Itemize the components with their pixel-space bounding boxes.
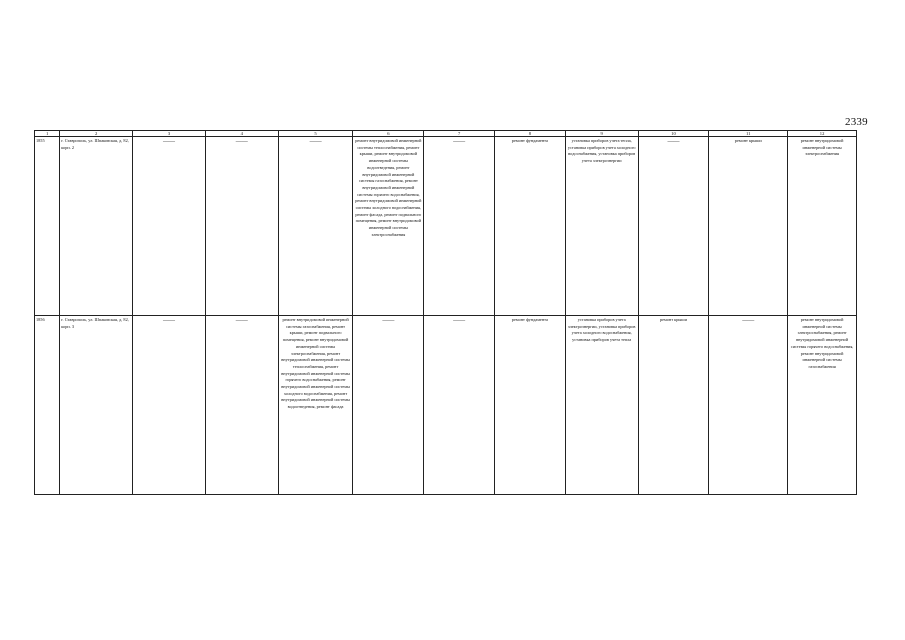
work-cell-6: ремонт внутридомовой инженерной системы теплоснабжения, ремонт крыши, ремонт внутридомовой инженерной системы водоотведения, ремонт внутридомовой инженерной системы газоснабжения, ремонт внутридомовой инженерной системы горячего водоснабжения, ремонт внутридомовой инженерной системы холодного водоснабжения, ремонт фасада, ремонт подвального помещения, ремонт внутридомовой инженерной системы электроснабжения	[353, 137, 424, 316]
work-cell-4	[205, 316, 278, 495]
empty-dash: ——	[382, 318, 395, 324]
column-header: 6	[353, 131, 424, 137]
work-cell-9: установка приборов учета электроэнергии, установка приборов учета холодного водоснабжения, установка приборов учета тепла	[565, 316, 638, 495]
address-cell: г. Ставрополь, ул. Шпаковская, д. 82, корп. 3	[60, 316, 133, 495]
table-row	[35, 316, 857, 495]
column-header: 10	[638, 131, 709, 137]
work-cell-11: ремонт крыши	[709, 137, 788, 316]
page-number: 2339	[845, 116, 868, 128]
empty-dash: ——	[235, 139, 248, 145]
work-cell-3	[133, 316, 206, 495]
work-cell-11	[709, 316, 788, 495]
column-header: 8	[495, 131, 566, 137]
empty-dash: ——	[453, 318, 466, 324]
column-header: 1	[35, 131, 60, 137]
column-header: 4	[205, 131, 278, 137]
work-cell-9: установка приборов учета тепла, установка приборов учета холодного водоснабжения, установка приборов учета электроэнергии	[565, 137, 638, 316]
register-table	[34, 130, 857, 495]
column-header: 3	[133, 131, 206, 137]
column-header: 11	[709, 131, 788, 137]
empty-dash: ——	[667, 139, 680, 145]
row-number: 1856	[35, 316, 60, 495]
work-cell-7	[424, 316, 495, 495]
column-header: 2	[60, 131, 133, 137]
empty-dash: ——	[162, 318, 175, 324]
empty-dash: ——	[162, 139, 175, 145]
work-cell-10	[638, 137, 709, 316]
address-cell: г. Ставрополь, ул. Шпаковская, д. 82, корп. 2	[60, 137, 133, 316]
work-cell-5: ремонт внутридомовой инженерной системы газоснабжения, ремонт крыши, ремонт подвального помещения, ремонт внутридомовой инженерной системы электроснабжения, ремонт внутридомовой инженерной системы теплоснабжения, ремонт внутридомовой инженерной системы горячего водоснабжения, ремонт внутридомовой инженерной системы холодного водоснабжения, ремонт внутридомовой инженерной системы водоотведения, ремонт фасада	[278, 316, 353, 495]
row-number: 1855	[35, 137, 60, 316]
column-header: 9	[565, 131, 638, 137]
work-cell-8: ремонт фундамента	[495, 137, 566, 316]
empty-dash: ——	[453, 139, 466, 145]
column-header: 5	[278, 131, 353, 137]
work-cell-12: ремонт внутридомовой инженерной системы электроснабжения, ремонт внутридомовой инженерной системы горячего водоснабжения, ремонт внутридомовой инженерной системы газоснабжения	[788, 316, 857, 495]
work-cell-8: ремонт фундамента	[495, 316, 566, 495]
work-cell-12: ремонт внутридомовой инженерной системы электроснабжения	[788, 137, 857, 316]
column-header: 12	[788, 131, 857, 137]
empty-dash: ——	[742, 318, 755, 324]
empty-dash: ——	[309, 139, 322, 145]
work-cell-4	[205, 137, 278, 316]
table-row	[35, 137, 857, 316]
work-cell-7	[424, 137, 495, 316]
work-cell-5	[278, 137, 353, 316]
work-cell-3	[133, 137, 206, 316]
work-cell-10: ремонт крыши	[638, 316, 709, 495]
work-cell-6	[353, 316, 424, 495]
column-header: 7	[424, 131, 495, 137]
empty-dash: ——	[235, 318, 248, 324]
